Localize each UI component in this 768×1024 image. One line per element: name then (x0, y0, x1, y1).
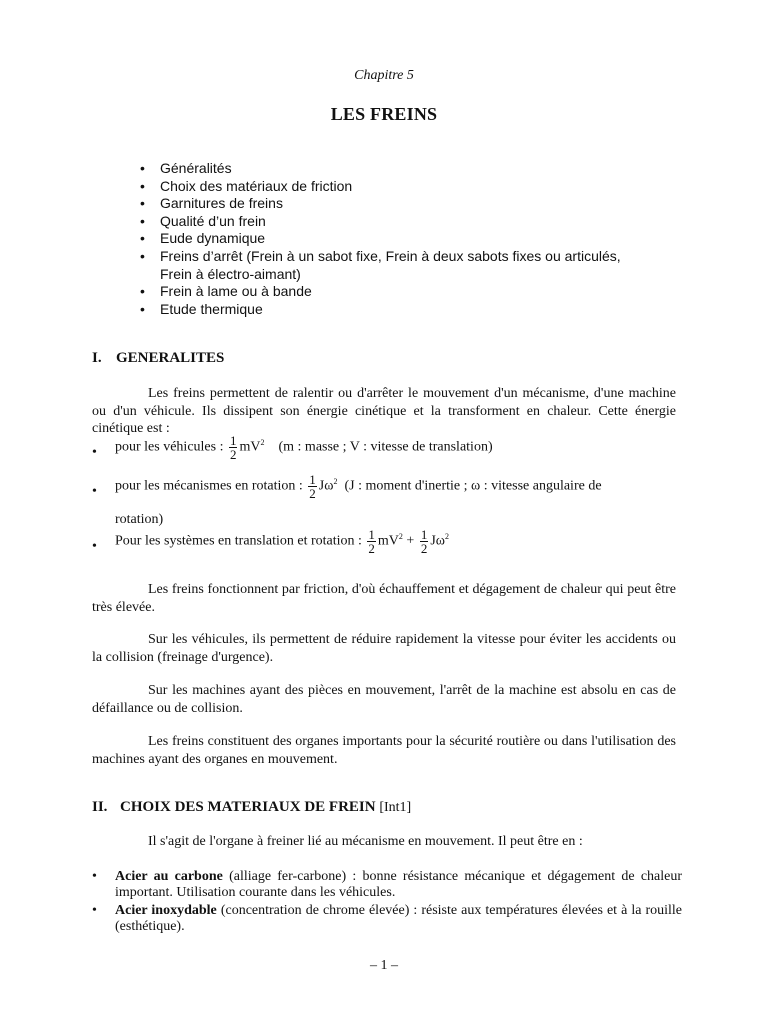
page-number: – 1 – (370, 958, 398, 973)
document-page: Chapitre 5 LES FREINS • Généralités • Choix des matériaux de friction • Garnitures de freins • Qualité d’un frein • Eude dynamique • Freins d’arrêt (Frein à un sabot fixe, Frein à deux sabots fixes ou articulés, Frein à électro-aimant) • Frein à lame ou à bande • Etude thermique I. GENERALITES Les freins permettent de ralentir ou d'arrêter le mouvement d'un mécanisme, d'une machine ou d'un véhicule. Ils dissipent son énergie cinétique et la transforment en chaleur. Cette énergie cinétique est : • pour les véhicules : $\frac{1}{2}$ $mV^2$ (m : masse ; V : vitesse de translation) • pour les mécanismes en rotation : $\frac{1}{2}$ $J\omega^2$ (J : moment d'inertie ; ω : vitesse angulaire de rotation) • Pour les systèmes en translation et rotation : $\frac{1}{2}$ $mV^2$ + $\frac{1}{2}$ $J\omega^2$ Les freins fonctionnent par friction, d'où échauffement et dégagement de chaleur qui peut être très élevée. Sur les véhicules, ils permettent de réduire rapidement la vitesse pour éviter les accidents ou la collision (freinage d'urgence). Sur les machines ayant des pièces en mouvement, l'arrêt de la machine est absolu en cas de défaillance ou de collision. Les freins constituent des organes importants pour la sécurité routière ou dans l'utilisation des machines ayant des organes en mouvement. II. CHOIX DES MATERIAUX DE FREIN [Int1] Il s'agit de l'organe à freiner lié au mécanisme en mouvement. Il peut être en : • Acier au carbone (alliage fer-carbone) : bonne résistance mécanique et dégagement de chaleur important. Utilisation courante dans les véhicules. • Acier inoxydable (concentration de chrome élevée) : résiste aux températures élevées et à la rouille (esthétique). – 1 – (0, 0, 768, 1024)
fraction-one-half: $\frac{1}{2}$ (368, 527, 375, 556)
paragraph-organe: Il s'agit de l'organe à freiner lié au mécanisme en mouvement. Il peut être en : (148, 834, 583, 849)
material-item: • Acier inoxydable (concentration de chrome élevée) : résiste aux températures élevées et à la rouille (esthétique). (92, 903, 683, 934)
outline-item: • Qualité d’un frein (140, 212, 266, 229)
paragraph-vehicles: Sur les véhicules, ils permettent de réduire rapidement la vitesse pour éviter les accidents ou la collision (freinage d'urgence). (92, 632, 676, 665)
paragraph-friction: Les freins fonctionnent par friction, d'où échauffement et dégagement de chaleur qui peut être très élevée. (92, 582, 676, 615)
chapter-label: Chapitre 5 (354, 68, 414, 83)
outline-item-continuation: Frein à électro-aimant) (160, 265, 301, 282)
material-item: • Acier au carbone (alliage fer-carbone) : bonne résistance mécanique et dégagement de chaleur important. Utilisation courante dans les véhicules. (92, 869, 683, 900)
section-heading-generalites: I. GENERALITES (92, 350, 225, 366)
material-name: Acier au carbone (115, 869, 223, 884)
section-heading-materiaux: II. CHOIX DES MATERIAUX DE FREIN [Int1] (92, 799, 412, 815)
chapter-outline (140, 160, 700, 318)
outline-item: • Etude thermique (140, 300, 263, 317)
paragraph-intro: Les freins permettent de ralentir ou d'arrêter le mouvement d'un mécanisme, d'une machine ou d'un véhicule. Ils dissipent son énergie cinétique et la transforment en chaleur. Cette énergie cinétique est : (92, 386, 676, 437)
fraction-one-half: $\frac{1}{2}$ (420, 527, 428, 556)
outline-item: • Frein à lame ou à bande (140, 283, 312, 300)
paragraph-machines: Sur les machines ayant des pièces en mouvement, l'arrêt de la machine est absolu en cas de défaillance ou de collision. (92, 683, 676, 716)
outline-item: • Garnitures de freins (140, 195, 283, 212)
outline-item: • Choix des matériaux de friction (140, 177, 353, 194)
outline-item: • Eude dynamique (140, 230, 266, 247)
outline-item: • Freins d’arrêt (Frein à un sabot fixe, Frein à deux sabots fixes ou articulés, (140, 247, 621, 264)
page-title: LES FREINS (330, 104, 438, 124)
material-name: Acier inoxydable (115, 903, 217, 918)
outline-item: • Généralités (140, 160, 232, 176)
fraction-one-half: $\frac{1}{2}$ (229, 433, 237, 462)
reference-tag: [Int1] (379, 800, 412, 815)
fraction-one-half: $\frac{1}{2}$ (309, 472, 316, 501)
paragraph-safety: Les freins constituent des organes importants pour la sécurité routière ou dans l'utilisation des machines ayant des organes en mouvement. (92, 734, 676, 767)
